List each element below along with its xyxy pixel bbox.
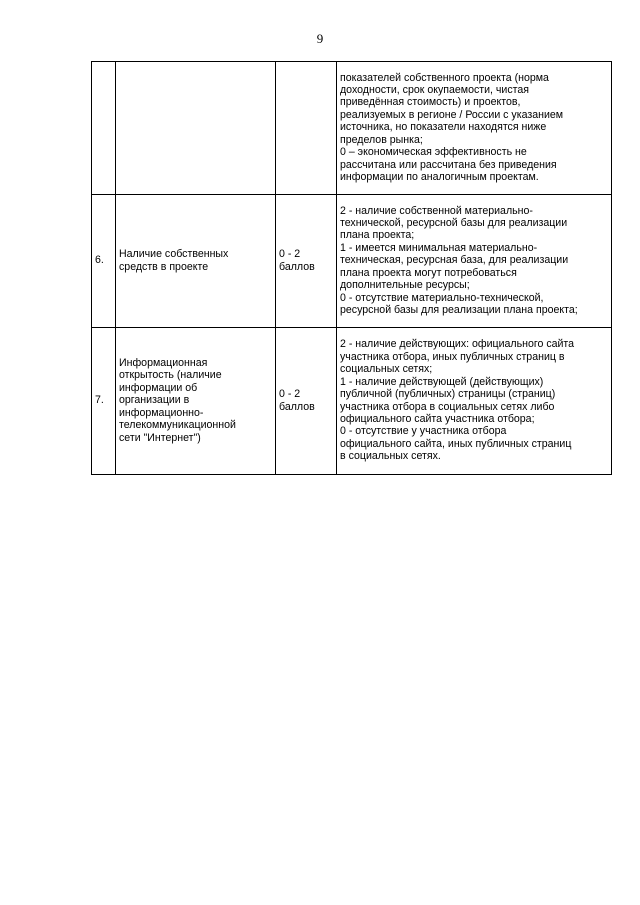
description-line: ресурсной базы для реализации плана проекта; [340, 303, 578, 316]
description-line: дополнительные ресурсы; [340, 279, 470, 292]
description-line: плана проекта; [340, 229, 415, 242]
criterion-name-cell [116, 195, 276, 328]
criterion-description-cell [337, 62, 612, 195]
description-line: техническая, ресурсная база, для реализации [340, 254, 569, 267]
description-line: плана проекта могут потребоваться [340, 266, 517, 279]
criterion-name-line: Наличие собственных [119, 248, 229, 261]
description-line: 0 - отсутствие материально-технической, [340, 291, 544, 304]
description-line: 2 - наличие действующих: официального сайта [340, 338, 575, 351]
criterion-name-cell [116, 62, 276, 195]
score-range-line: 0 - 2 [279, 388, 301, 401]
description-line: 0 - отсутствие у участника отбора [340, 425, 507, 438]
criterion-description-cell [337, 328, 612, 475]
description-line: пределов рынка; [340, 133, 423, 146]
description-line: технической, ресурсной базы для реализации [340, 217, 568, 230]
description-line: приведённая стоимость) и проектов, [340, 96, 521, 109]
criterion-name-line: открытость (наличие [119, 369, 222, 382]
criterion-name-line: Информационная [119, 357, 208, 370]
score-range-line: баллов [279, 260, 315, 273]
description-line: 1 - наличие действующей (действующих) [340, 375, 544, 388]
description-line: социальных сетях; [340, 363, 433, 376]
description-line: в социальных сетях. [340, 450, 441, 463]
description-line: участника отбора в социальных сетях либо [340, 400, 555, 413]
score-range-cell [276, 195, 337, 328]
description-line: официального сайта участника отбора; [340, 412, 535, 425]
description-line: публичной (публичных) страницы (страниц) [340, 388, 556, 401]
description-line: реализуемых в регионе / России с указанием [340, 108, 564, 121]
criteria-table [91, 61, 612, 475]
score-range-cell [276, 328, 337, 475]
description-line: официального сайта, иных публичных страниц [340, 437, 572, 450]
page-number: 9 [316, 31, 324, 46]
description-line: 0 – экономическая эффективность не [340, 146, 527, 159]
row-number-cell: 7. [92, 328, 116, 475]
table-row [92, 62, 612, 195]
criterion-name-line: средств в проекте [119, 260, 209, 273]
criterion-name-line: телекоммуникационной [119, 419, 236, 432]
description-line: рассчитана или рассчитана без приведения [340, 158, 557, 171]
row-number-cell [92, 62, 116, 195]
criterion-name-line: организации в [119, 394, 190, 407]
description-line: источника, но показатели находятся ниже [340, 121, 547, 134]
criterion-name-cell [116, 328, 276, 475]
table-row [92, 195, 612, 328]
score-range-cell [276, 62, 337, 195]
score-range-line: 0 - 2 [279, 248, 301, 261]
table-row [92, 328, 612, 475]
description-line: показателей собственного проекта (норма [340, 71, 549, 84]
criterion-description-cell [337, 195, 612, 328]
description-line: участника отбора, иных публичных страниц в [340, 350, 565, 363]
description-line: 1 - имеется минимальная материально- [340, 241, 538, 254]
description-line: доходности, срок окупаемости, чистая [340, 84, 530, 97]
criterion-name-line: сети "Интернет") [119, 431, 201, 444]
criterion-name-line: информационно- [119, 406, 204, 419]
score-range-line: баллов [279, 400, 315, 413]
criterion-name-line: информации об [119, 381, 198, 394]
description-line: информации по аналогичным проектам. [340, 170, 539, 183]
row-number-cell: 6. [92, 195, 116, 328]
description-line: 2 - наличие собственной материально- [340, 204, 533, 217]
